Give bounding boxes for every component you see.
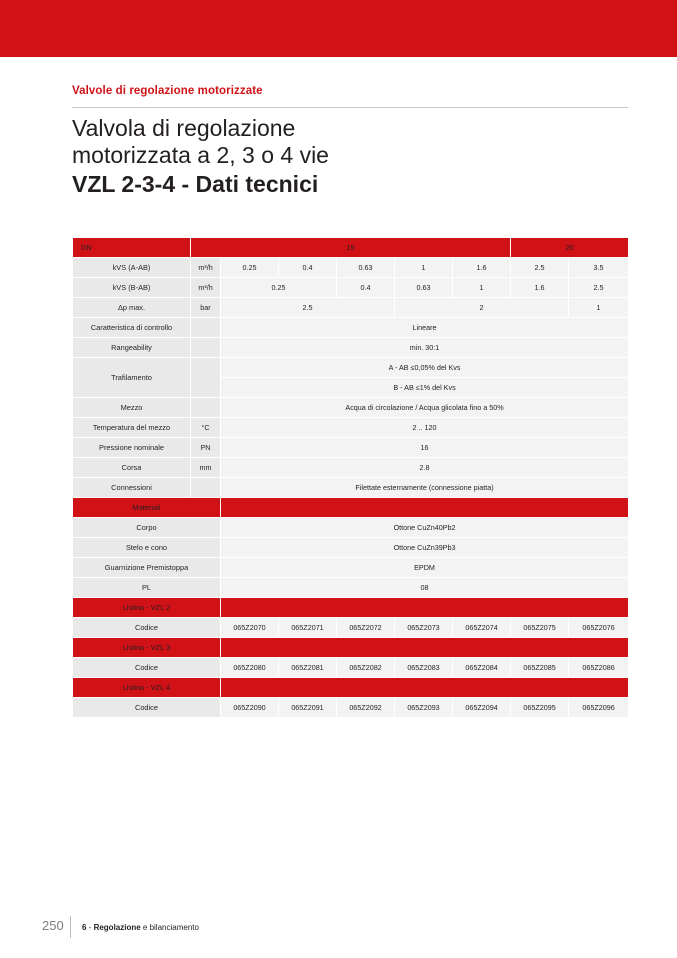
cell-corsa: 2.8 <box>221 458 629 478</box>
row-unit-corsa: mm <box>191 458 221 478</box>
table-row <box>73 398 629 418</box>
dn-value-15: 15 <box>191 238 511 258</box>
cell-kvs-b-ab-4: 1 <box>453 278 511 298</box>
cell-kvs-b-ab-2: 0.4 <box>337 278 395 298</box>
row-label-mezzo: Mezzo <box>73 398 191 418</box>
row-unit-caratteristica <box>191 318 221 338</box>
cell-code-vzl3-6: 065Z2085 <box>511 658 569 678</box>
cell-kvs-b-ab-1: 0.25 <box>221 278 337 298</box>
table-row <box>73 698 629 718</box>
row-label-rangeability: Rangeability <box>73 338 191 358</box>
cell-code-vzl4-6: 065Z2095 <box>511 698 569 718</box>
page-number: 250 <box>42 918 64 933</box>
row-label-kvs-b-ab: kVS (B-AB) <box>73 278 191 298</box>
footer-chapter-strong: Regolazione <box>93 923 141 932</box>
cell-code-vzl3-4: 065Z2083 <box>395 658 453 678</box>
row-label-pl: PL <box>73 578 221 598</box>
footer-chapter <box>82 923 199 932</box>
cell-dp-max-1: 2.5 <box>221 298 395 318</box>
section-label-listino-vzl3: Listino - VZL 3 <box>73 638 221 658</box>
table-row <box>73 418 629 438</box>
row-label-kvs-a-ab: kVS (A-AB) <box>73 258 191 278</box>
cell-kvs-b-ab-6: 2.5 <box>569 278 629 298</box>
cell-code-vzl3-3: 065Z2082 <box>337 658 395 678</box>
table-row <box>73 278 629 298</box>
cell-caratteristica: Lineare <box>221 318 629 338</box>
table-row <box>73 318 629 338</box>
cell-trafilamento-b-ab: B - AB ≤1% del Kvs <box>221 378 629 398</box>
row-label-codice-vzl2: Codice <box>73 618 221 638</box>
section-label-listino-vzl2: Listino - VZL 2 <box>73 598 221 618</box>
header-divider <box>72 107 628 108</box>
cell-kvs-b-ab-3: 0.63 <box>395 278 453 298</box>
row-unit-kvs-a-ab: m³/h <box>191 258 221 278</box>
table-row <box>73 658 629 678</box>
dn-value-20: 20 <box>511 238 629 258</box>
table-row <box>73 338 629 358</box>
row-label-stelo-cono: Stelo e cono <box>73 538 221 558</box>
cell-kvs-a-ab-1: 0.25 <box>221 258 279 278</box>
footer-divider <box>70 916 71 938</box>
cell-connessioni: Filettate esternamente (connessione piatta) <box>221 478 629 498</box>
page-title <box>72 115 632 199</box>
row-label-codice-vzl4: Codice <box>73 698 221 718</box>
row-unit-trafilamento <box>191 358 221 398</box>
cell-dp-max-3: 1 <box>569 298 629 318</box>
row-label-temperatura: Temperatura del mezzo <box>73 418 191 438</box>
cell-guarnizione: EPDM <box>221 558 629 578</box>
footer-chapter-number: 6 <box>82 923 87 932</box>
table-section-listino-vzl3 <box>73 638 629 658</box>
table-row <box>73 358 629 378</box>
table-row <box>73 538 629 558</box>
cell-code-vzl3-5: 065Z2084 <box>453 658 511 678</box>
table-row <box>73 458 629 478</box>
row-unit-dp-max: bar <box>191 298 221 318</box>
cell-kvs-a-ab-5: 1.6 <box>453 258 511 278</box>
cell-code-vzl4-2: 065Z2091 <box>279 698 337 718</box>
cell-code-vzl2-1: 065Z2070 <box>221 618 279 638</box>
table-row-dn <box>73 238 629 258</box>
cell-code-vzl2-2: 065Z2071 <box>279 618 337 638</box>
cell-code-vzl4-5: 065Z2094 <box>453 698 511 718</box>
cell-code-vzl4-7: 065Z2096 <box>569 698 629 718</box>
cell-kvs-a-ab-3: 0.63 <box>337 258 395 278</box>
table-section-listino-vzl2 <box>73 598 629 618</box>
cell-kvs-a-ab-6: 2.5 <box>511 258 569 278</box>
table-row <box>73 578 629 598</box>
cell-code-vzl2-7: 065Z2076 <box>569 618 629 638</box>
table-section-listino-vzl4 <box>73 678 629 698</box>
row-label-corsa: Corsa <box>73 458 191 478</box>
cell-code-vzl2-4: 065Z2073 <box>395 618 453 638</box>
row-unit-rangeability <box>191 338 221 358</box>
row-label-guarnizione: Guarnizione Premistoppa <box>73 558 221 578</box>
footer-chapter-sep: - <box>86 923 94 932</box>
cell-kvs-a-ab-2: 0.4 <box>279 258 337 278</box>
section-fill-listino-vzl2 <box>221 598 629 618</box>
cell-code-vzl3-2: 065Z2081 <box>279 658 337 678</box>
cell-code-vzl4-3: 065Z2092 <box>337 698 395 718</box>
row-unit-pressione: PN <box>191 438 221 458</box>
row-label-codice-vzl3: Codice <box>73 658 221 678</box>
cell-kvs-a-ab-7: 3.5 <box>569 258 629 278</box>
section-label-materiali: Materiali <box>73 498 221 518</box>
cell-code-vzl3-7: 065Z2086 <box>569 658 629 678</box>
technical-data-table <box>72 237 629 718</box>
title-line-3: VZL 2-3-4 - Dati tecnici <box>72 171 319 197</box>
row-unit-kvs-b-ab: m³/h <box>191 278 221 298</box>
table-row <box>73 518 629 538</box>
cell-temperatura: 2 .. 120 <box>221 418 629 438</box>
cell-rangeability: min. 30:1 <box>221 338 629 358</box>
cell-kvs-b-ab-5: 1.6 <box>511 278 569 298</box>
footer-chapter-rest: e bilanciamento <box>140 923 199 932</box>
cell-code-vzl2-5: 065Z2074 <box>453 618 511 638</box>
cell-corpo: Ottone CuZn40Pb2 <box>221 518 629 538</box>
table-row <box>73 558 629 578</box>
row-unit-mezzo <box>191 398 221 418</box>
cell-code-vzl3-1: 065Z2080 <box>221 658 279 678</box>
cell-pl: 08 <box>221 578 629 598</box>
table-row <box>73 298 629 318</box>
cell-kvs-a-ab-4: 1 <box>395 258 453 278</box>
row-label-trafilamento: Trafilamento <box>73 358 191 398</box>
section-label-listino-vzl4: Listino - VZL 4 <box>73 678 221 698</box>
row-label-dp-max: Δp max. <box>73 298 191 318</box>
table-row <box>73 438 629 458</box>
section-eyebrow: Valvole di regolazione motorizzate <box>72 85 263 97</box>
title-line-2: motorizzata a 2, 3 o 4 vie <box>72 142 329 168</box>
section-fill-materiali <box>221 498 629 518</box>
row-label-connessioni: Connessioni <box>73 478 191 498</box>
page-footer <box>42 918 642 940</box>
dn-label: DN <box>73 238 191 258</box>
row-unit-temperatura: °C <box>191 418 221 438</box>
row-label-corpo: Corpo <box>73 518 221 538</box>
cell-pressione: 16 <box>221 438 629 458</box>
cell-mezzo: Acqua di circolazione / Acqua glicolata fino a 50% <box>221 398 629 418</box>
table-row <box>73 478 629 498</box>
table-section-materiali <box>73 498 629 518</box>
cell-code-vzl4-4: 065Z2093 <box>395 698 453 718</box>
title-line-1: Valvola di regolazione <box>72 115 296 141</box>
section-fill-listino-vzl3 <box>221 638 629 658</box>
table-row <box>73 618 629 638</box>
cell-code-vzl2-3: 065Z2072 <box>337 618 395 638</box>
row-label-pressione: Pressione nominale <box>73 438 191 458</box>
table-row <box>73 258 629 278</box>
section-fill-listino-vzl4 <box>221 678 629 698</box>
cell-code-vzl4-1: 065Z2090 <box>221 698 279 718</box>
cell-code-vzl2-6: 065Z2075 <box>511 618 569 638</box>
cell-trafilamento-a-ab: A - AB ≤0,05% del Kvs <box>221 358 629 378</box>
cell-dp-max-2: 2 <box>395 298 569 318</box>
cell-stelo-cono: Ottone CuZn39Pb3 <box>221 538 629 558</box>
top-color-band <box>0 0 677 57</box>
row-unit-connessioni <box>191 478 221 498</box>
row-label-caratteristica: Caratteristica di controllo <box>73 318 191 338</box>
